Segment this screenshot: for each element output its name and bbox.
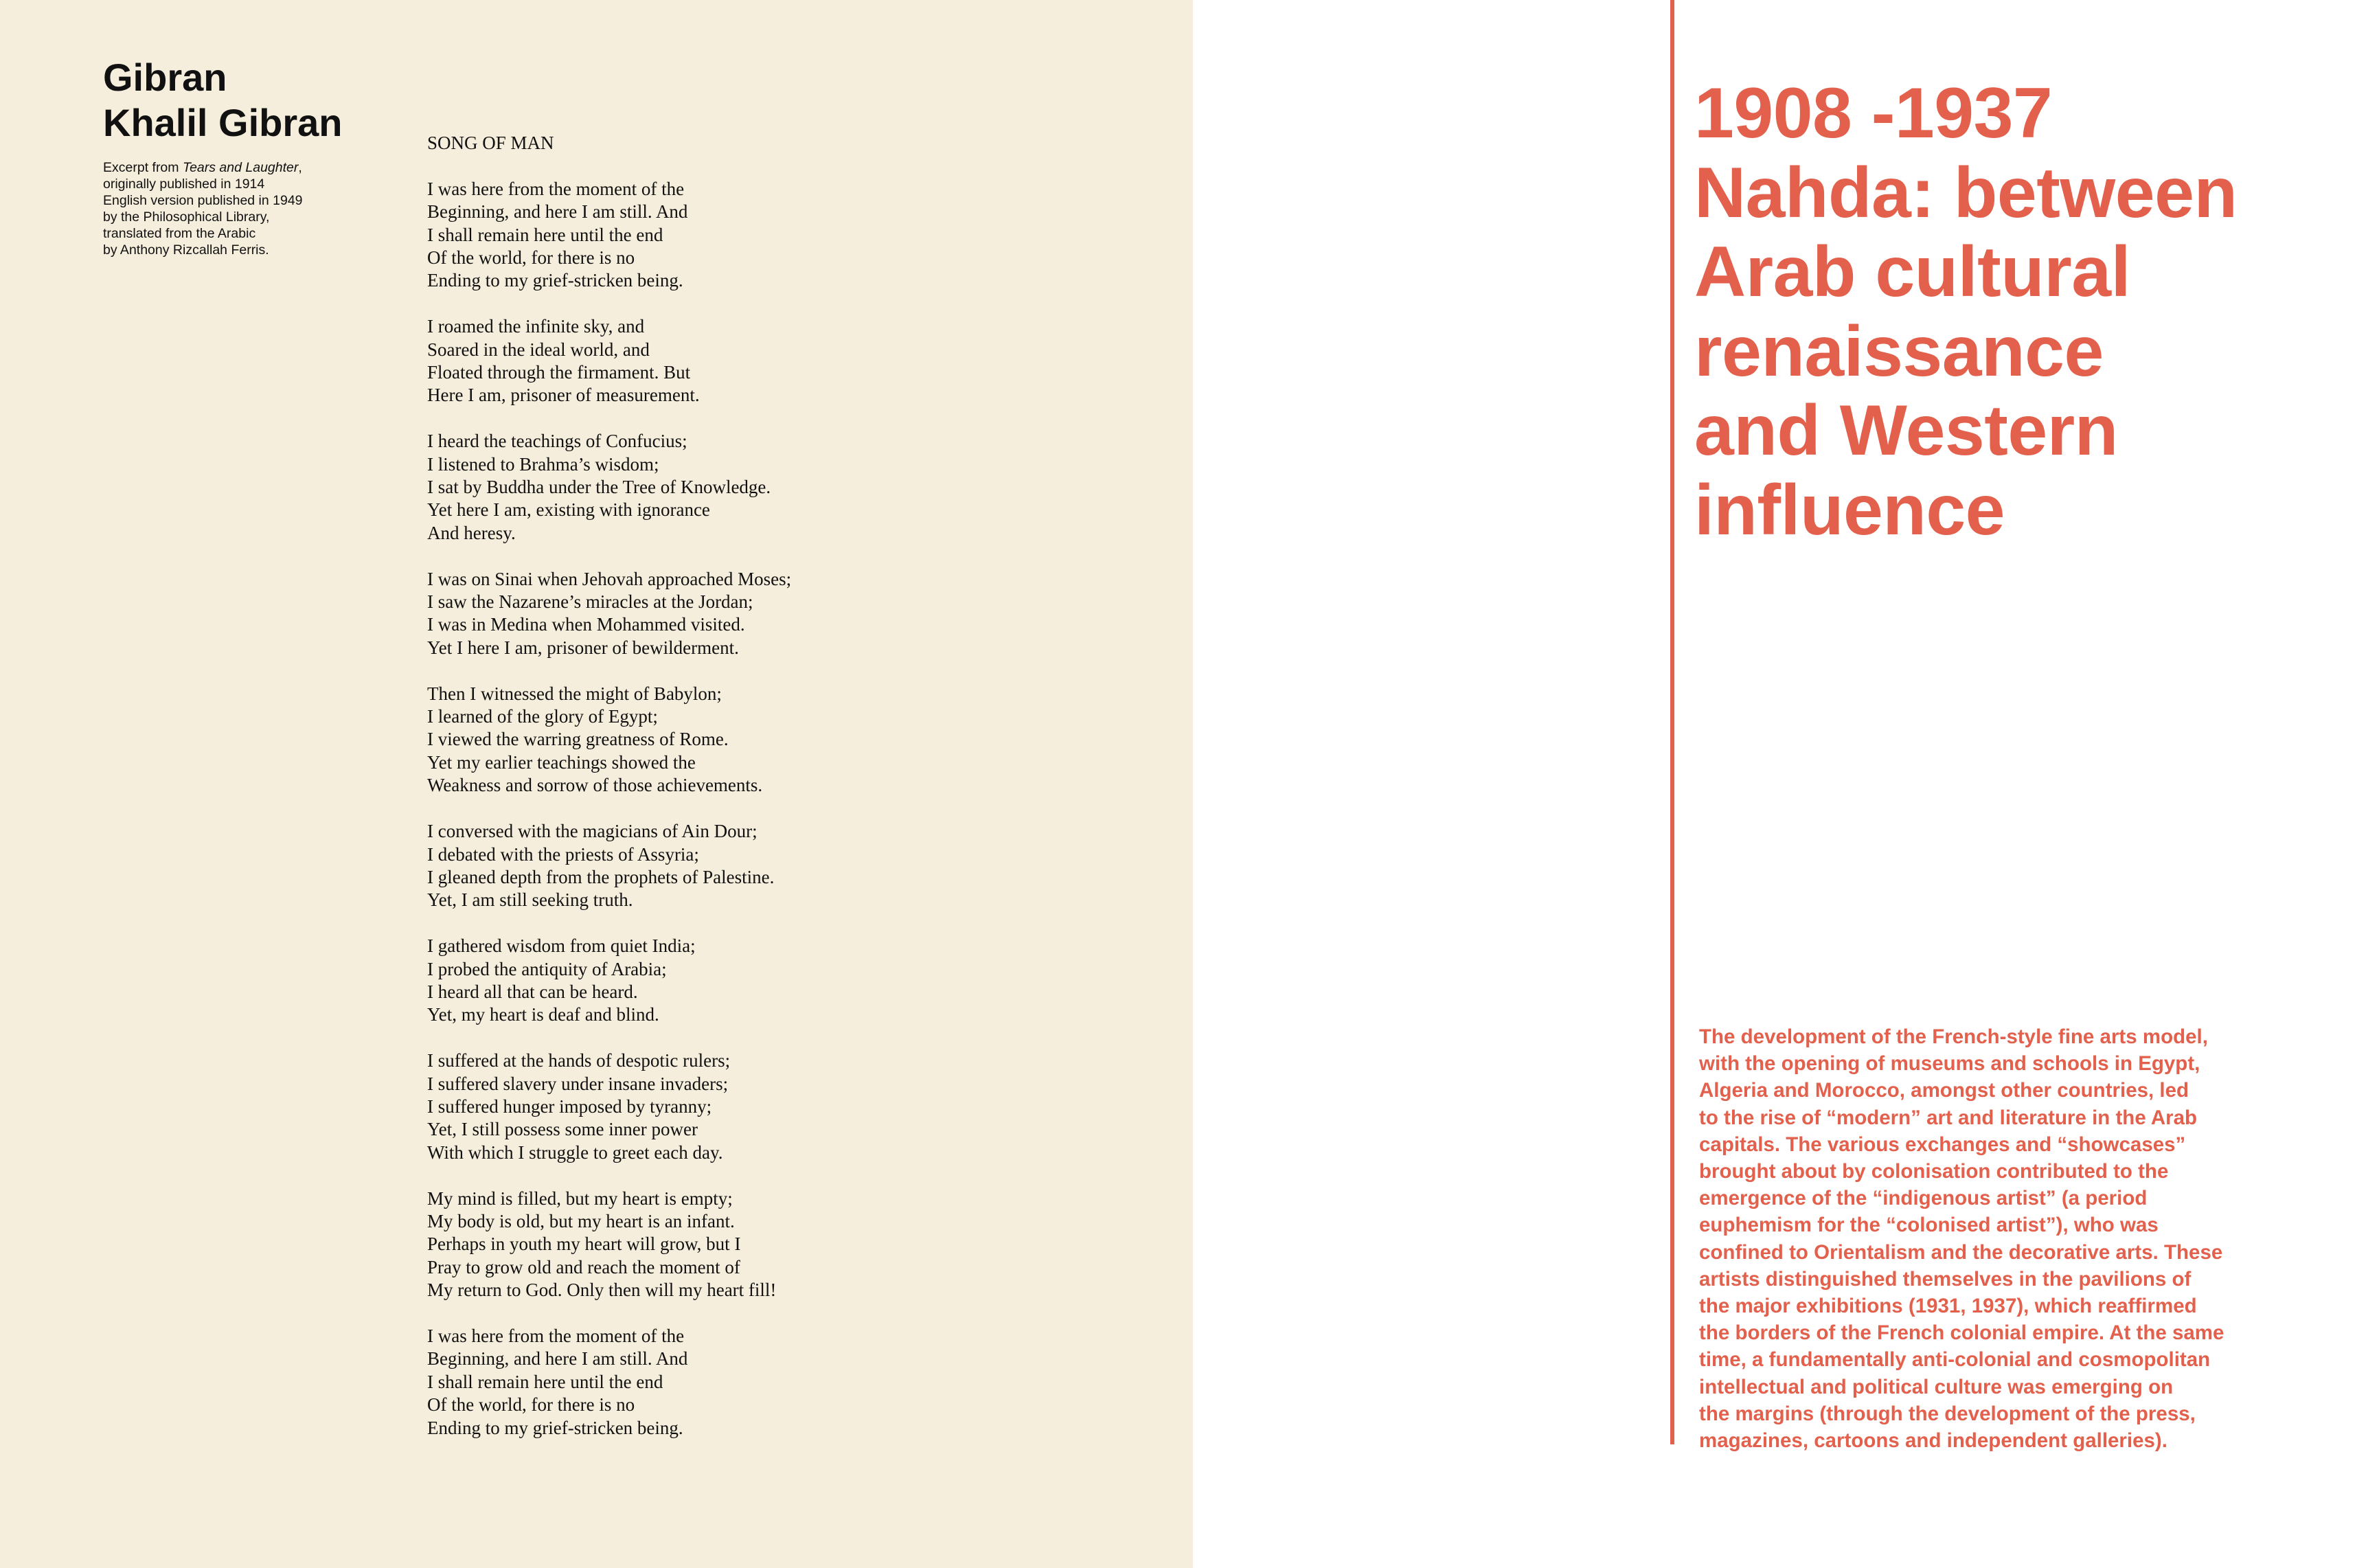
poem-line: My mind is filled, but my heart is empty; xyxy=(427,1188,733,1209)
poem-stanza xyxy=(427,935,867,1027)
poem-line: I listened to Brahma’s wisdom; xyxy=(427,453,659,475)
poem-line: Yet, I am still seeking truth. xyxy=(427,889,633,911)
intro-line: emergence of the “indigenous artist” (a period xyxy=(1699,1187,2148,1210)
poem-line: Yet here I am, existing with ignorance xyxy=(427,499,710,521)
chapter-heading xyxy=(1694,74,2354,550)
intro-line: with the opening of museums and schools in Egypt, xyxy=(1699,1052,2200,1076)
heading-line: renaissance xyxy=(1694,311,2104,391)
poem-line: I shall remain here until the end xyxy=(427,1371,663,1392)
poem-line: Here I am, prisoner of measurement. xyxy=(427,385,700,406)
poem-line: I was on Sinai when Jehovah approached Moses; xyxy=(427,568,792,589)
poem-line: I was in Medina when Mohammed visited. xyxy=(427,614,745,635)
poem xyxy=(427,132,867,1462)
poem-line: Yet, I still possess some inner power xyxy=(427,1119,698,1140)
source-suffix: , xyxy=(298,160,302,175)
poem-line: I debated with the priests of Assyria; xyxy=(427,843,699,865)
poem-line: Pray to grow old and reach the moment of xyxy=(427,1256,740,1277)
intro-line: capitals. The various exchanges and “showcases” xyxy=(1699,1133,2186,1156)
author-line: Khalil Gibran xyxy=(103,101,343,144)
poem-line: I suffered at the hands of despotic rulers; xyxy=(427,1050,731,1071)
poem-line: I heard the teachings of Confucius; xyxy=(427,431,687,452)
poem-stanza xyxy=(427,178,867,293)
intro-line: the borders of the French colonial empire. At the same xyxy=(1699,1321,2224,1345)
poem-line: I saw the Nazarene’s miracles at the Jordan; xyxy=(427,591,753,613)
source-line: by the Philosophical Library, xyxy=(103,209,270,225)
poem-line: Ending to my grief-stricken being. xyxy=(427,270,683,291)
poem-line: I heard all that can be heard. xyxy=(427,981,638,1002)
vertical-rule xyxy=(1670,0,1674,1444)
source-line xyxy=(103,159,364,176)
poem-line: Beginning, and here I am still. And xyxy=(427,201,688,223)
poem-line: I was here from the moment of the xyxy=(427,1325,685,1346)
intro-line: brought about by colonisation contributed to the xyxy=(1699,1160,2169,1183)
poem-line: I viewed the warring greatness of Rome. xyxy=(427,729,729,750)
source-line: by Anthony Rizcallah Ferris. xyxy=(103,242,269,258)
poem-line: Yet, my heart is deaf and blind. xyxy=(427,1004,659,1025)
intro-line: the margins (through the development of the press, xyxy=(1699,1402,2196,1425)
poem-stanzas xyxy=(427,178,867,1440)
intro-line: the major exhibitions (1931, 1937), which reaffirmed xyxy=(1699,1295,2197,1318)
source-line: English version published in 1949 xyxy=(103,193,303,208)
chapter-intro xyxy=(1699,1023,2290,1454)
poem-line: I roamed the infinite sky, and xyxy=(427,316,645,337)
poem-stanza xyxy=(427,568,867,660)
poem-line: Beginning, and here I am still. And xyxy=(427,1348,688,1370)
poem-line: My return to God. Only then will my heart fill! xyxy=(427,1280,777,1301)
poem-line: Then I witnessed the might of Babylon; xyxy=(427,683,722,704)
heading-line: and Western xyxy=(1694,391,2118,470)
poem-stanza xyxy=(427,1188,867,1302)
poem-line: I suffered slavery under insane invaders; xyxy=(427,1073,729,1094)
intro-line: confined to Orientalism and the decorative arts. These xyxy=(1699,1240,2223,1264)
poem-line: My body is old, but my heart is an infant. xyxy=(427,1210,735,1231)
source-prefix: Excerpt from xyxy=(103,160,183,175)
book-title: Tears and Laughter xyxy=(182,160,299,175)
poem-line: I conversed with the magicians of Ain Dour; xyxy=(427,821,758,842)
poem-line: Of the world, for there is no xyxy=(427,1394,635,1416)
poem-line: I probed the antiquity of Arabia; xyxy=(427,958,667,979)
source-note xyxy=(103,159,364,258)
poem-line: Soared in the ideal world, and xyxy=(427,339,650,360)
poem-line: I suffered hunger imposed by tyranny; xyxy=(427,1095,712,1117)
poem-line: I learned of the glory of Egypt; xyxy=(427,706,658,727)
author-name xyxy=(103,55,343,146)
intro-line: The development of the French-style fine arts model, xyxy=(1699,1025,2208,1048)
poem-line: I gleaned depth from the prophets of Palestine. xyxy=(427,866,775,887)
poem-line: I sat by Buddha under the Tree of Knowledge. xyxy=(427,477,771,498)
poem-line: Yet I here I am, prisoner of bewilderment. xyxy=(427,637,739,658)
heading-line: 1908 -1937 xyxy=(1694,73,2053,153)
poem-line: Weakness and sorrow of those achievements. xyxy=(427,775,763,796)
source-line: originally published in 1914 xyxy=(103,177,265,192)
poem-stanza xyxy=(427,430,867,545)
intro-line: euphemism for the “colonised artist”), who was xyxy=(1699,1214,2159,1237)
intro-line: intellectual and political culture was emerging on xyxy=(1699,1375,2174,1398)
poem-title: SONG OF MAN xyxy=(427,133,554,153)
poem-stanza xyxy=(427,1325,867,1440)
poem-line: Ending to my grief-stricken being. xyxy=(427,1417,683,1438)
poem-line: I gathered wisdom from quiet India; xyxy=(427,935,696,957)
poem-stanza xyxy=(427,820,867,912)
intro-line: artists distinguished themselves in the pavilions of xyxy=(1699,1267,2192,1291)
poem-stanza xyxy=(427,683,867,797)
heading-line: influence xyxy=(1694,470,2005,550)
poem-line: I shall remain here until the end xyxy=(427,224,663,245)
poem-stanza xyxy=(427,1049,867,1164)
poem-line: Yet my earlier teachings showed the xyxy=(427,751,696,773)
intro-line: time, a fundamentally anti-colonial and cosmopolitan xyxy=(1699,1348,2211,1372)
poem-line: Of the world, for there is no xyxy=(427,247,635,269)
heading-line: Arab cultural xyxy=(1694,232,2130,312)
author-line: Gibran xyxy=(103,56,227,99)
intro-line: to the rise of “modern” art and literature in the Arab xyxy=(1699,1106,2198,1129)
intro-line: Algeria and Morocco, amongst other countries, led xyxy=(1699,1079,2189,1102)
poem-line: I was here from the moment of the xyxy=(427,178,685,199)
poem-stanza xyxy=(427,315,867,407)
poem-line: Perhaps in youth my heart will grow, but I xyxy=(427,1234,741,1255)
poem-line: Floated through the firmament. But xyxy=(427,362,691,383)
heading-line: Nahda: between xyxy=(1694,152,2238,233)
source-line: translated from the Arabic xyxy=(103,226,256,241)
poem-line: And heresy. xyxy=(427,522,516,543)
poem-line: With which I struggle to greet each day. xyxy=(427,1141,723,1163)
intro-line: magazines, cartoons and independent galleries). xyxy=(1699,1429,2167,1453)
